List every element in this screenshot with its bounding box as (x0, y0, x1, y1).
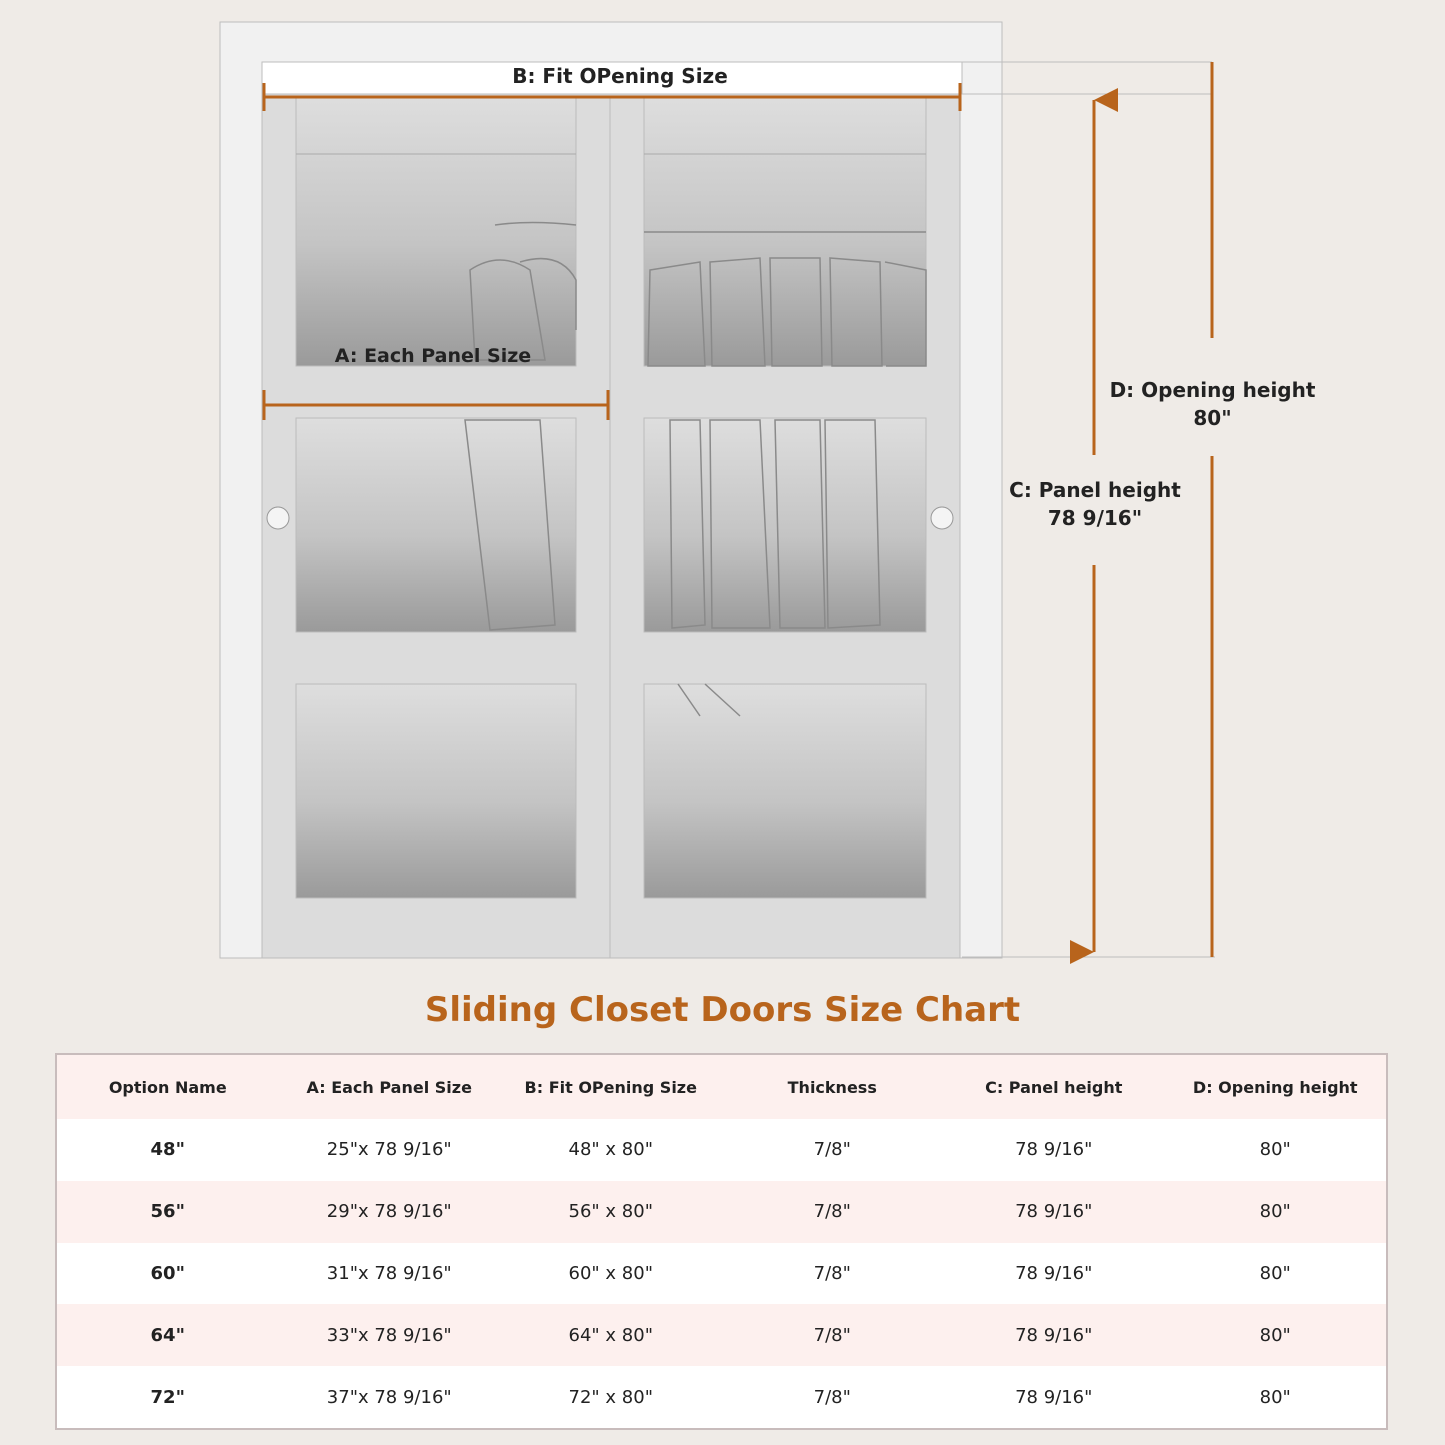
cell-opening-size: 48" x 80" (568, 1139, 653, 1161)
header-option-name: Option Name (108, 1077, 227, 1097)
cell-thickness: 7/8" (813, 1139, 851, 1161)
label-panel-height (995, 478, 1195, 530)
label-fit-opening-size: B: Fit OPening Size (512, 64, 728, 88)
cell-opening-size: 72" x 80" (568, 1386, 653, 1408)
cell-panel-height: 78 9/16" (1015, 1201, 1093, 1223)
label-panel-height-title: C: Panel height (1009, 478, 1181, 502)
right-door-handle (931, 507, 953, 529)
cell-opening-height: 80" (1259, 1262, 1291, 1284)
cell-thickness: 7/8" (813, 1386, 851, 1408)
cell-thickness: 7/8" (813, 1262, 851, 1284)
cell-panel-size: 31"x 78 9/16" (326, 1262, 452, 1284)
cell-option-name: 72" (150, 1386, 185, 1408)
table-row (57, 1119, 1386, 1181)
cell-panel-size: 33"x 78 9/16" (326, 1324, 452, 1346)
table-row (57, 1304, 1386, 1366)
header-each-panel-size: A: Each Panel Size (306, 1077, 472, 1097)
cell-panel-size: 29"x 78 9/16" (326, 1201, 452, 1223)
table-row (57, 1366, 1386, 1428)
cell-panel-height: 78 9/16" (1015, 1386, 1093, 1408)
cell-opening-size: 56" x 80" (568, 1201, 653, 1223)
left-door-panel (262, 96, 610, 958)
cell-panel-size: 37"x 78 9/16" (326, 1386, 452, 1408)
cell-option-name: 48" (150, 1139, 185, 1161)
cell-panel-height: 78 9/16" (1015, 1139, 1093, 1161)
header-panel-height: C: Panel height (985, 1077, 1123, 1097)
cell-opening-size: 60" x 80" (568, 1262, 653, 1284)
cell-opening-height: 80" (1259, 1139, 1291, 1161)
table-header-row (57, 1055, 1386, 1119)
cell-panel-height: 78 9/16" (1015, 1262, 1093, 1284)
table-row (57, 1181, 1386, 1243)
label-each-panel-size: A: Each Panel Size (334, 345, 532, 367)
right-door-panel (610, 96, 960, 958)
cell-panel-height: 78 9/16" (1015, 1324, 1093, 1346)
size-chart-table (55, 1053, 1388, 1430)
left-door-handle (267, 507, 289, 529)
cell-opening-height: 80" (1259, 1386, 1291, 1408)
table-row (57, 1243, 1386, 1305)
label-panel-height-value: 78 9/16" (1047, 506, 1143, 530)
cell-option-name: 64" (150, 1324, 185, 1346)
cell-option-name: 56" (150, 1201, 185, 1223)
label-opening-height-title: D: Opening height (1109, 378, 1316, 402)
label-opening-height (1100, 378, 1325, 430)
label-opening-height-value: 80" (1193, 406, 1232, 430)
header-opening-height: D: Opening height (1192, 1077, 1358, 1097)
cell-option-name: 60" (150, 1262, 185, 1284)
header-thickness: Thickness (787, 1077, 877, 1097)
cell-opening-height: 80" (1259, 1201, 1291, 1223)
cell-panel-size: 25"x 78 9/16" (326, 1139, 452, 1161)
cell-opening-height: 80" (1259, 1324, 1291, 1346)
cell-thickness: 7/8" (813, 1201, 851, 1223)
chart-title: Sliding Closet Doors Size Chart (424, 990, 1021, 1030)
header-fit-opening-size: B: Fit OPening Size (524, 1077, 697, 1097)
cell-opening-size: 64" x 80" (568, 1324, 653, 1346)
cell-thickness: 7/8" (813, 1324, 851, 1346)
